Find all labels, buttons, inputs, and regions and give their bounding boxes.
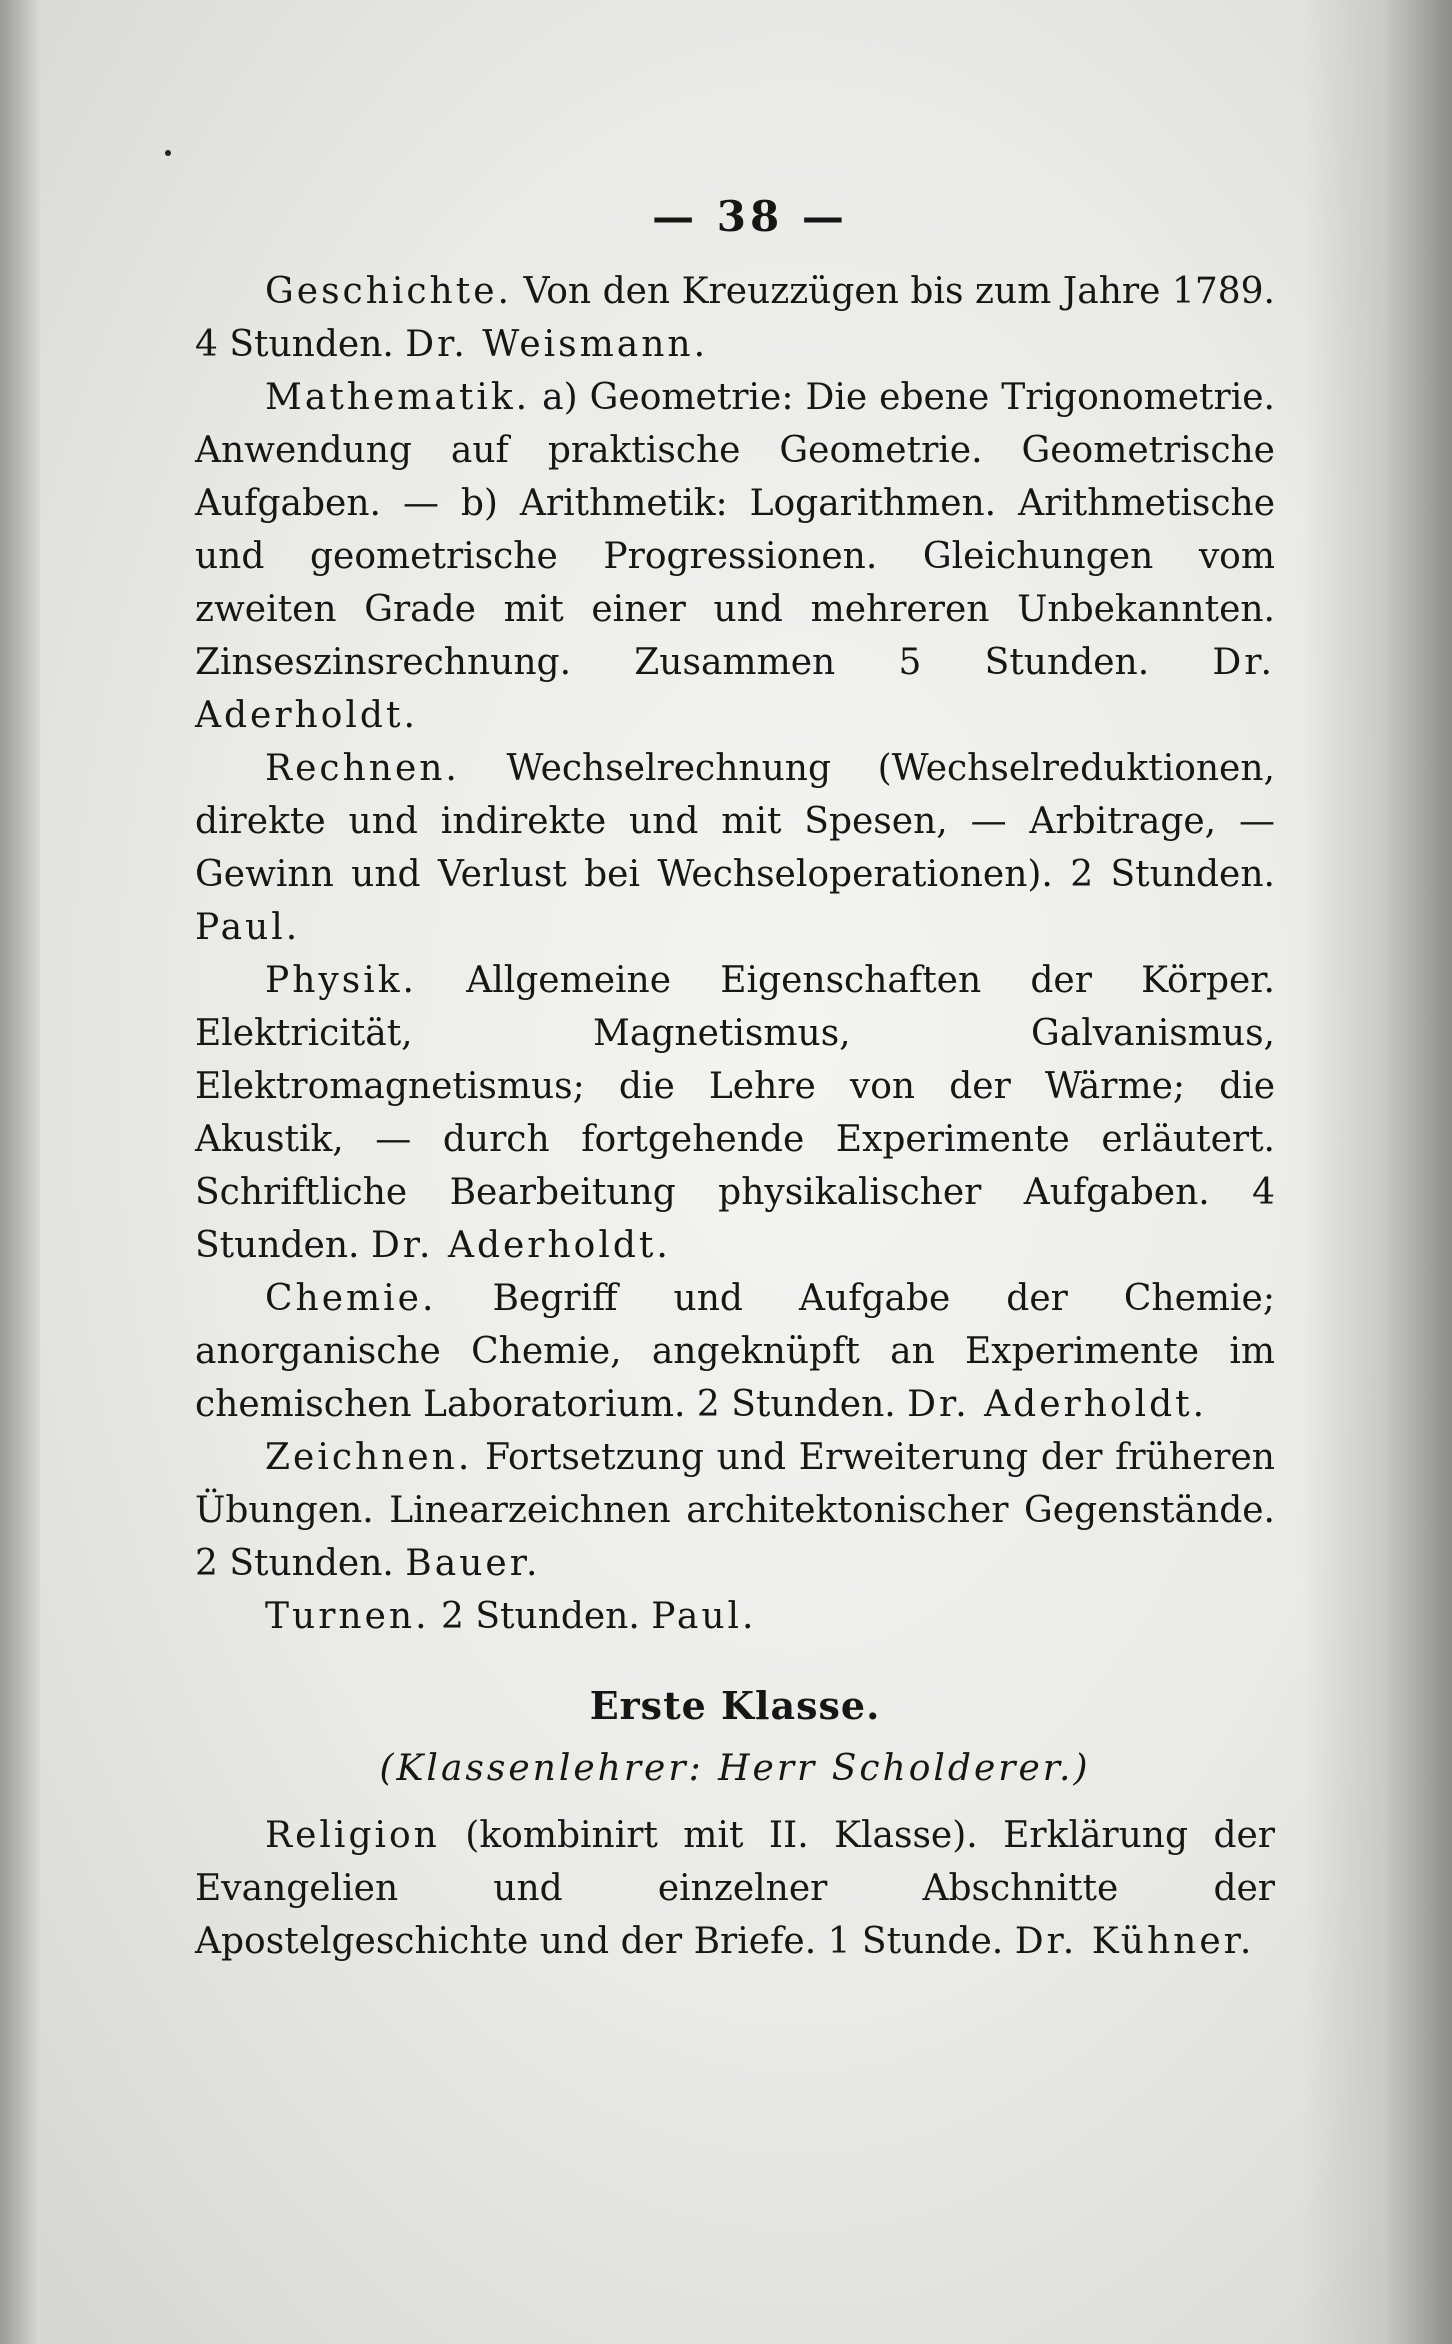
page-right-shadow: [1302, 0, 1452, 2344]
paragraph-physik: [195, 954, 1275, 1272]
class-teacher-line: (Klassenlehrer: Herr Scholderer.): [379, 1748, 1091, 1789]
subject-term: Religion: [265, 1815, 440, 1856]
teacher-name: Dr. Weismann.: [405, 324, 709, 365]
paragraph-text: Fortsetzung und Erweiterung der früheren Übungen. Linearzeichnen architektonischer Gegenstände. 2 Stunden.: [195, 1437, 1275, 1584]
teacher-name: Bauer.: [405, 1543, 541, 1584]
paragraph-chemie: [195, 1272, 1275, 1431]
subject-term: Physik.: [265, 960, 417, 1001]
teacher-name: Dr. Aderholdt.: [195, 642, 1275, 736]
page-text: [195, 190, 1275, 1968]
page-left-shadow: [0, 0, 40, 2344]
paragraph-mathematik: [195, 371, 1275, 742]
teacher-name: Dr. Kühner.: [1014, 1921, 1255, 1962]
subject-term: Zeichnen.: [265, 1437, 473, 1478]
paragraph-turnen: [195, 1590, 1275, 1643]
page-number: — 38 —: [652, 192, 848, 241]
paragraph-text: Von den Kreuzzügen bis zum Jahre 1789. 4 Stunden.: [195, 271, 1275, 365]
teacher-name: Dr. Aderholdt.: [907, 1384, 1208, 1425]
paragraph-text: 2 Stunden.: [440, 1596, 640, 1637]
paragraph-text: a) Geometrie: Die ebene Trigonometrie. Anwendung auf praktische Geometrie. Geometrische Aufgaben. — b) Arithmetik: Logarithmen. Arithmetische und geometrische Progressionen. Gleichungen vom zweiten Grade mit einer und mehreren Unbekannten. Zinseszinsrechnung. Zusammen 5 Stunden.: [195, 377, 1275, 683]
teacher-name: Paul.: [651, 1596, 757, 1637]
paragraph-text: Wechselrechnung (Wechselreduktionen, direkte und indirekte und mit Spesen, — Arbitrage, — Gewinn und Verlust bei Wechseloperationen). 2 Stunden.: [195, 748, 1275, 895]
paragraph-geschichte: [195, 265, 1275, 371]
subject-term: Rechnen.: [265, 748, 460, 789]
teacher-name: Paul.: [195, 907, 301, 948]
ink-speck: [165, 150, 171, 156]
paragraph-religion: [195, 1809, 1275, 1968]
paragraph-text: Allgemeine Eigenschaften der Körper. Elektricität, Magnetismus, Galvanismus, Elektromagnetismus; die Lehre von der Wärme; die Akustik, — durch fortgehende Experimente erläutert. Schriftliche Bearbeitung physikalischer Aufgaben. 4 Stunden.: [195, 960, 1275, 1266]
paragraph-text: Begriff und Aufgabe der Chemie; anorganische Chemie, angeknüpft an Experimente im chemischen Laboratorium. 2 Stunden.: [195, 1278, 1275, 1425]
class-heading: Erste Klasse.: [589, 1683, 881, 1728]
paragraph-zeichnen: [195, 1431, 1275, 1590]
subject-term: Geschichte.: [265, 271, 512, 312]
paragraph-text: (kombinirt mit II. Klasse). Erklärung der Evangelien und einzelner Abschnitte der Apostelgeschichte und der Briefe. 1 Stunde.: [195, 1815, 1275, 1962]
subject-term: Chemie.: [265, 1278, 437, 1319]
subject-term: Mathematik.: [265, 377, 531, 418]
subject-term: Turnen.: [265, 1596, 430, 1637]
teacher-name: Dr. Aderholdt.: [370, 1225, 671, 1266]
paragraph-rechnen: [195, 742, 1275, 954]
